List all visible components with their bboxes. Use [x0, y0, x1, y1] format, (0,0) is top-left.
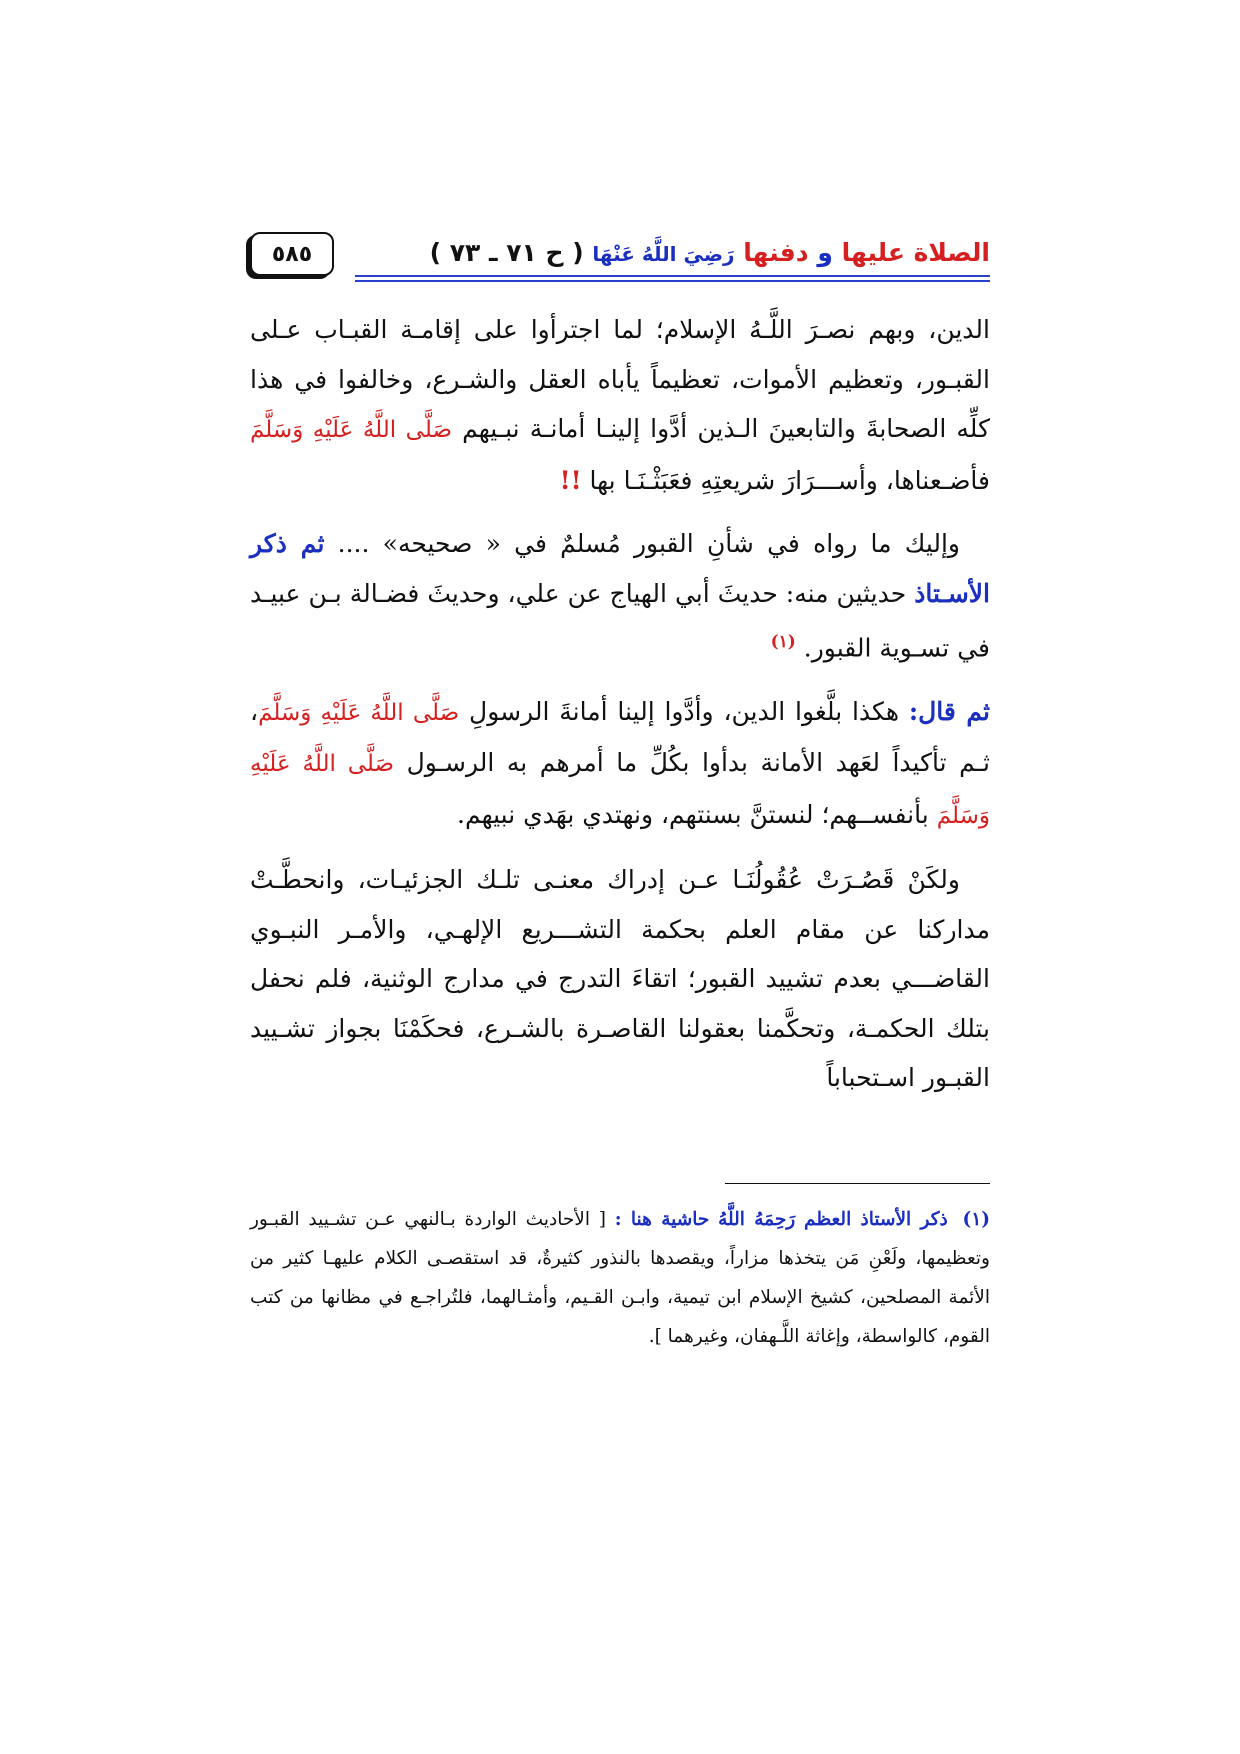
paragraph-3 [250, 687, 990, 842]
p4-text-1: ولكَنْ قَصُـرَتْ عُقُولُنَـا عـن إدراك معنـى تلـك الجزئيـات، وانحطَّـتْ مداركنا عن مقام العلم بحكمة التشـــريع الإلهـي، والأمـر النبـوي القاضـــي بعدم تشييد القبور؛ اتقاءَ التدرج في مدارج الوثنية، فلم نحفل بتلك الحكمـة، وتحكَّمنا بعقولنا القاصـرة بالشـرع، فحكَمْنَا بجواز تشـييد القبـور اسـتحباباً [250, 865, 990, 1093]
p2-blue-phrase: ثم ذكر الأسـتاذ [250, 529, 991, 608]
footnote-number: (١) [962, 1209, 991, 1230]
p1-text-2: فأضـعناها، وأســـرَارَ شريعتِهِ فعَبَثْـنَـا بها [589, 465, 990, 495]
paragraph-2 [250, 519, 990, 673]
p1-text-1: الدين، وبهم نصـرَ اللَّـهُ الإسلام؛ لما اجترأوا على إقامـة القبـاب عـلى القبـور، وتعظيم الأموات، تعظيماً يأباه العقل والشـرع، وخالفوا في هذا كلِّه الصحابةَ والتابعينَ الـذين أدَّوا إلينـا أمانـة نبـيهم [250, 315, 990, 443]
footnote-label-2: حاشية هنا : [614, 1209, 710, 1230]
header-honorific: رَضِيَ اللَّهُ عَنْهَا [592, 242, 735, 266]
main-text [250, 305, 990, 1117]
header-rule [355, 275, 990, 282]
header-title-part2: دفنها [743, 238, 809, 267]
footnote-honorific: رَحِمَهُ اللَّهُ [718, 1209, 796, 1230]
p3-text-1: هكذا بلَّغوا الدين، وأدَّوا إلينا أمانةَ الرسولِ [469, 696, 900, 726]
footnote-label: ذكر الأستاذ العظم [804, 1209, 948, 1230]
page-number-text: ٥٨٥ [271, 241, 313, 267]
p3-honorific-2: صَلَّى اللَّهُ عَلَيْهِ وَسَلَّمَ [250, 751, 990, 829]
header-title [430, 238, 990, 269]
p3-blue-phrase: ثم قال: [908, 696, 991, 726]
footnote [250, 1200, 990, 1356]
footnote-text: [ الأحاديث الواردة بـالنهي عـن تشـييد القبـور وتعظيمها، ولَعْنِ مَن يتخذها مزاراً، ويقصدها بالنذور كثيرةٌ، قد استقصـى الكلام عليهـا كثير من الأئمة المصلحين، كشيخ الإسلام ابن تيمية، وابـن القـيم، وأمثـالهما، فلتُراجـع في مظانها من كتب القوم، كالواسطة، وإغاثة اللَّـهفان، وغيرهما ]. [250, 1209, 990, 1347]
p2-text-2: حديثين منه: حديثَ أبي الهياج عن علي، وحديثَ فضـالة بـن عبيـد في تسـوية القبور. [250, 578, 990, 663]
p1-exclamation: !! [559, 465, 582, 495]
paragraph-1 [250, 305, 990, 505]
p3-text-3: بأنفســهم؛ لنستنَّ بسنتهم، ونهتدي بهَدي نبيهم. [457, 799, 929, 829]
p3-honorific-1: صَلَّى اللَّهُ عَلَيْهِ وَسَلَّمَ [258, 699, 460, 726]
footnote-marker[interactable]: (١) [770, 632, 796, 652]
header-hadith-ref: ( ح ٧١ ـ ٧٣ ) [429, 238, 584, 267]
header-title-connector: و [817, 238, 833, 267]
footnote-separator [725, 1183, 990, 1184]
page-number [250, 232, 334, 276]
p3-text-2: ، ثـم تأكيداً لعَهد الأمانة بدأوا بكُلِّ ما أمرهم به الرسـول [250, 696, 991, 778]
p1-honorific: صَلَّى اللَّهُ عَلَيْهِ وَسَلَّمَ [250, 417, 452, 443]
header-title-part1: الصلاة عليها [841, 238, 990, 267]
paragraph-4 [250, 855, 990, 1103]
p2-text-1: وإليك ما رواه في شأنِ القبور مُسلمٌ في « صحيحه» .... [337, 529, 960, 558]
